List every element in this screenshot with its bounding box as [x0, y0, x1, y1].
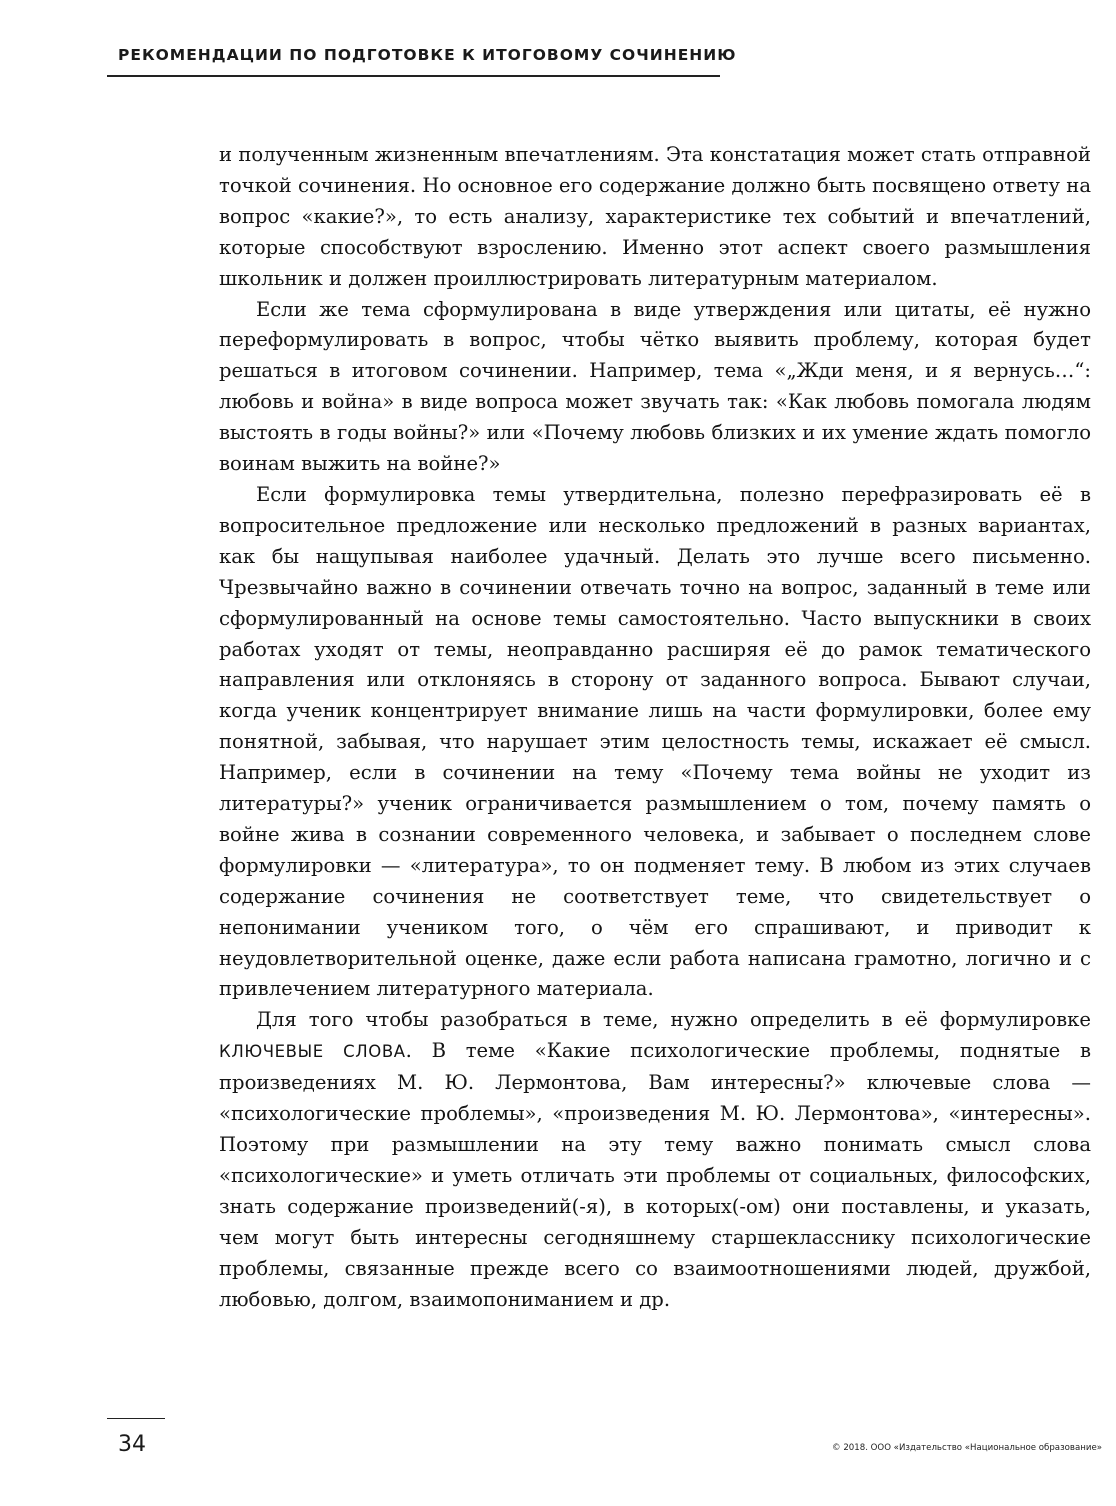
paragraph-4	[219, 1005, 1091, 1315]
paragraph-2: Если же тема сформулирована в виде утверждения или цитаты, её нужно переформулировать в вопрос, чтобы чётко выявить проблему, которая будет решаться в итоговом сочинении. Например, тема «„Жди меня, и я вернусь…“: любовь и война» в виде вопроса может звучать так: «Как любовь помогала людям выстоять в годы войны?» или «Почему любовь близких и их умение ждать помогло воинам выжить на войне?»	[219, 297, 1091, 476]
header-rule	[107, 75, 720, 77]
keyword-term: КЛЮЧЕВЫЕ СЛОВА	[219, 1042, 406, 1062]
paragraph-4-start: Для того чтобы разобраться в теме, нужно определить в её формулировке	[256, 1008, 1091, 1032]
page-number: 34	[118, 1432, 146, 1457]
running-header: РЕКОМЕНДАЦИИ ПО ПОДГОТОВКЕ К ИТОГОВОМУ СОЧИНЕНИЮ	[118, 46, 737, 64]
paragraph-4-rest: . В теме «Какие психологические проблемы, поднятые в произведениях М. Ю. Лермонтова, Вам интересны?» ключевые слова — «психологические проблемы», «произведения М. Ю. Лермонтова», «интересны». Поэтому при размышлении на эту тему важно понимать смысл слова «психологические» и уметь отличать эти проблемы от социальных, философских, знать содержание произведений(-я), в которых(-ом) они поставлены, и указать, чем могут быть интересны сегодняшнему старшекласснику психологические проблемы, связанные прежде всего со взаимоотношениями людей, дружбой, любовью, долгом, взаимопониманием и др.	[219, 1039, 1091, 1311]
main-text	[219, 140, 1091, 1315]
footer-rule	[107, 1418, 165, 1419]
paragraph-1: и полученным жизненным впечатлениям. Эта констатация может стать отправной точкой сочинения. Но основное его содержание должно быть посвящено ответу на вопрос «какие?», то есть анализу, характеристике тех событий и впечатлений, которые способствуют взрослению. Именно этот аспект своего размышления школьник и должен проиллюстрировать литературным материалом.	[219, 143, 1091, 290]
copyright-notice: © 2018. ООО «Издательство «Национальное образование»	[832, 1443, 1102, 1453]
paragraph-3: Если формулировка темы утвердительна, полезно перефразировать её в вопросительное предложение или несколько предложений в разных вариантах, как бы нащупывая наиболее удачный. Делать это лучше всего письменно. Чрезвычайно важно в сочинении отвечать точно на вопрос, заданный в теме или сформулированный на основе темы самостоятельно. Часто выпускники в своих работах уходят от темы, неоправданно расширяя её до рамок тематического направления или отклоняясь в сторону от заданного вопроса. Бывают случаи, когда ученик концентрирует внимание лишь на части формулировки, более ему понятной, забывая, что нарушает этим целостность темы, искажает её смысл. Например, если в сочинении на тему «Почему тема войны не уходит из литературы?» ученик ограничивается размышлением о том, почему память о войне жива в сознании современного человека, и забывает о последнем слове формулировки — «литература», то он подменяет тему. В любом из этих случаев содержание сочинения не соответствует теме, что свидетельствует о непонимании учеником того, о чём его спрашивают, и приводит к неудовлетворительной оценке, даже если работа написана грамотно, логично и с привлечением литературного материала.	[219, 482, 1091, 1001]
